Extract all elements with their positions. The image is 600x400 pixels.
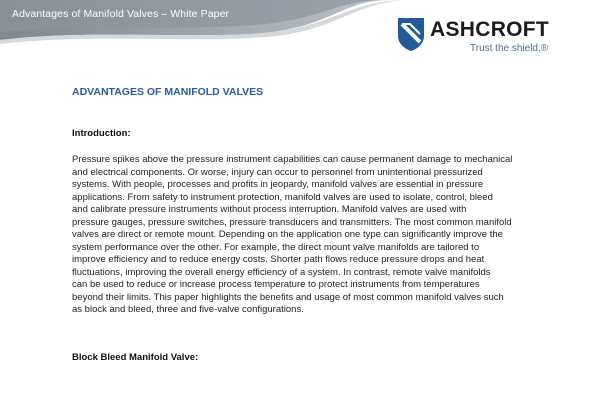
intro-line: pressure gauges, pressure switches, pressure transducers and transmitters. The most common manifold	[72, 216, 512, 228]
shield-icon	[396, 16, 426, 52]
intro-line: beyond their limits. This paper highlights the benefits and usage of most common manifold valves such	[72, 291, 504, 303]
intro-line: system performance over the other. For example, the direct mount valve manifolds are tailored to	[72, 241, 480, 253]
logo-tagline: Trust the shield.®	[470, 43, 549, 54]
logo-wordmark: ASHCROFT	[430, 18, 550, 41]
intro-line: Pressure spikes above the pressure instrument capabilities can cause permanent damage to mechanical	[72, 154, 513, 165]
intro-line: improve efficiency and to reduce energy costs. Shorter path flows reduce pressure drops and heat	[72, 254, 485, 265]
intro-line: systems. With people, processes and profits in jeopardy, manifold valves are essential in pressure	[72, 179, 484, 190]
document-title: ADVANTAGES OF MANIFOLD VALVES	[72, 86, 264, 98]
intro-line: can be used to reduce or increase process temperature to protect instruments from temperatures	[72, 279, 480, 290]
intro-line: valves are direct or remote mount. Depending on the application one type can significantly improve the	[72, 229, 503, 240]
introduction-body	[72, 154, 574, 317]
introduction-heading: Introduction:	[72, 128, 131, 139]
intro-line: applications. From safety to instrument protection, manifold valves are used to isolate, control, bleed	[72, 191, 493, 203]
header-title: Advantages of Manifold Valves – White Paper	[12, 8, 230, 20]
intro-line: and electrical components. Or worse, injury can occur to personnel from unintentional pressurized	[72, 166, 483, 178]
intro-line: fluctuations, improving the overall energy efficiency of a system. In contrast, remote valve manifolds	[72, 266, 491, 278]
intro-line: as block and bleed, three and five-valve configurations.	[72, 304, 304, 315]
ashcroft-logo	[396, 14, 596, 58]
block-bleed-heading: Block Bleed Manifold Valve:	[72, 352, 199, 363]
intro-line: and calibrate pressure instruments without process interruption. Manifold valves are used with	[72, 204, 467, 215]
